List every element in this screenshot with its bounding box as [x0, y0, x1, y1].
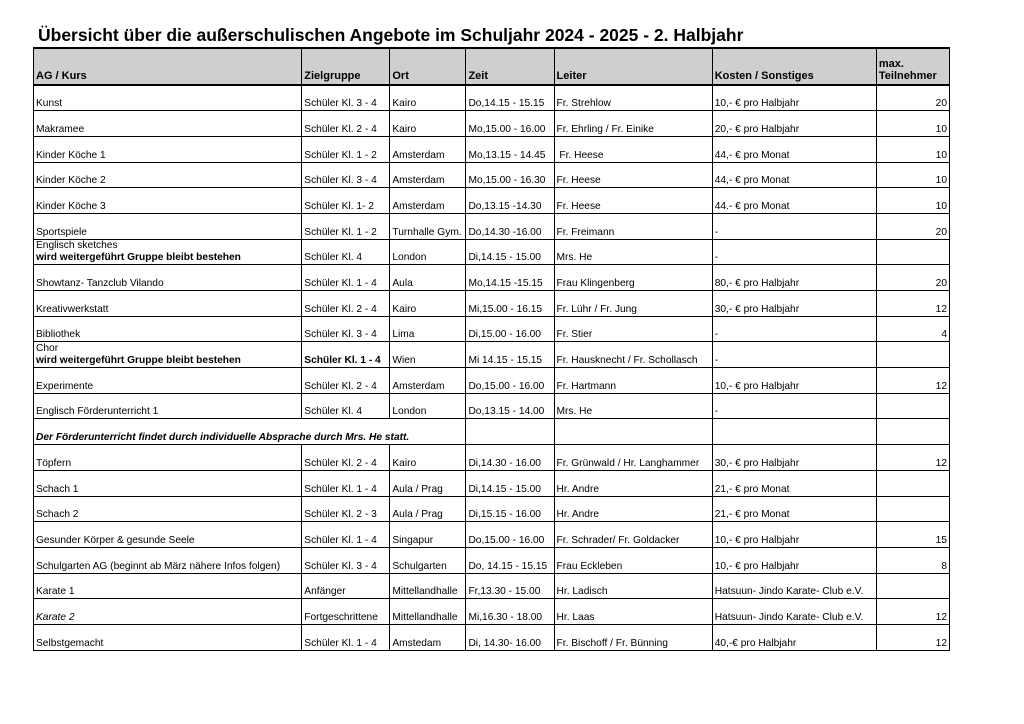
cell-max: 10	[876, 162, 949, 188]
header-group: Zielgruppe	[302, 48, 390, 85]
cell-cost: 10,- € pro Halbjahr	[712, 547, 876, 573]
cell-group: Schüler Kl. 4	[302, 239, 390, 265]
header-max-line2: Teilnehmer	[878, 70, 937, 82]
cell-leader: Fr. Stier	[554, 316, 712, 342]
cell-place: Mittellandhalle	[390, 599, 466, 625]
table-row	[34, 496, 950, 522]
cell-max: 20	[876, 85, 949, 111]
table-row	[34, 291, 950, 317]
header-cost: Kosten / Sonstiges	[712, 48, 876, 85]
cell-group: Schüler Kl. 2 - 4	[302, 445, 390, 471]
cell-max: 20	[876, 265, 949, 291]
remedial-note: Der Förderunterricht findet durch individuelle Absprache durch Mrs. He statt.	[34, 419, 466, 445]
cell-leader: Hr. Andre	[554, 470, 712, 496]
cell-leader: Fr. Hausknecht / Fr. Schollasch	[554, 342, 712, 368]
header-place: Ort	[390, 48, 466, 85]
cell-course: Karate 1	[34, 573, 302, 599]
cell-cost: 10,- € pro Halbjahr	[712, 522, 876, 548]
cell-course: Kinder Köche 1	[34, 136, 302, 162]
cell-group: Schüler Kl. 1- 2	[302, 188, 390, 214]
cell-max: 4	[876, 316, 949, 342]
cell-course: Schulgarten AG (beginnt ab März nähere Infos folgen)	[34, 547, 302, 573]
cell-place: Amsterdam	[390, 188, 466, 214]
cell-leader: Frau Eckleben	[554, 547, 712, 573]
cell-leader: Hr. Andre	[554, 496, 712, 522]
cell-course	[34, 342, 302, 368]
cell-course: Gesunder Körper & gesunde Seele	[34, 522, 302, 548]
cell-cost	[712, 419, 876, 445]
cell-time: Di,14.15 - 15.00	[466, 239, 554, 265]
cell-leader	[554, 419, 712, 445]
cell-course: Kinder Köche 3	[34, 188, 302, 214]
table-row	[34, 393, 950, 419]
cell-place: Kairo	[390, 111, 466, 137]
cell-leader: Frau Klingenberg	[554, 265, 712, 291]
cell-max: 15	[876, 522, 949, 548]
cell-group: Schüler Kl. 3 - 4	[302, 162, 390, 188]
cell-place: Singapur	[390, 522, 466, 548]
table-row	[34, 213, 950, 239]
cell-max	[876, 419, 949, 445]
cell-course: Englisch Förderunterricht 1	[34, 393, 302, 419]
cell-place: Kairo	[390, 445, 466, 471]
cell-max: 10	[876, 136, 949, 162]
cell-max	[876, 342, 949, 368]
cell-time: Mo,15.00 - 16.30	[466, 162, 554, 188]
cell-leader: Fr. Freimann	[554, 213, 712, 239]
cell-cost: -	[712, 213, 876, 239]
cell-time: Mo,13.15 - 14.45	[466, 136, 554, 162]
table-row	[34, 85, 950, 111]
cell-time: Di, 14.30- 16.00	[466, 624, 554, 650]
table-row	[34, 239, 950, 265]
cell-time: Mi,16.30 - 18.00	[466, 599, 554, 625]
cell-time: Do,14.15 - 15.15	[466, 85, 554, 111]
cell-course: Karate 2	[34, 599, 302, 625]
cell-max: 20	[876, 213, 949, 239]
cell-place: Amstedam	[390, 624, 466, 650]
cell-max: 12	[876, 599, 949, 625]
cell-cost: -	[712, 316, 876, 342]
cell-max: 12	[876, 368, 949, 394]
cell-leader: Fr. Strehlow	[554, 85, 712, 111]
cell-leader: Hr. Laas	[554, 599, 712, 625]
schedule-table	[33, 47, 950, 651]
cell-leader: Fr. Heese	[554, 162, 712, 188]
cell-time: Di,14.15 - 15.00	[466, 470, 554, 496]
cell-group: Schüler Kl. 2 - 4	[302, 368, 390, 394]
cell-max	[876, 573, 949, 599]
table-row	[34, 368, 950, 394]
table-row	[34, 111, 950, 137]
cell-max	[876, 239, 949, 265]
cell-cost: -	[712, 342, 876, 368]
cell-cost: 20,- € pro Halbjahr	[712, 111, 876, 137]
cell-time: Di,14.30 - 16.00	[466, 445, 554, 471]
cell-time	[466, 419, 554, 445]
cell-cost: Hatsuun- Jindo Karate- Club e.V.	[712, 599, 876, 625]
cell-group: Anfänger	[302, 573, 390, 599]
cell-place: Kairo	[390, 291, 466, 317]
table-row	[34, 342, 950, 368]
cell-course: Kreativwerkstatt	[34, 291, 302, 317]
cell-time: Do, 14.15 - 15.15	[466, 547, 554, 573]
cell-leader: Fr. Lühr / Fr. Jung	[554, 291, 712, 317]
table-row-note	[34, 419, 950, 445]
cell-place: Turnhalle Gym.	[390, 213, 466, 239]
table-row	[34, 573, 950, 599]
course-note: wird weitergeführt Gruppe bleibt bestehen	[36, 252, 241, 264]
cell-group: Schüler Kl. 1 - 2	[302, 136, 390, 162]
page-title: Übersicht über die außerschulischen Angebote im Schuljahr 2024 - 2025 - 2. Halbjahr	[38, 25, 744, 45]
cell-course: Schach 1	[34, 470, 302, 496]
cell-cost: 44,- € pro Monat	[712, 136, 876, 162]
cell-cost: 10,- € pro Halbjahr	[712, 368, 876, 394]
cell-group: Schüler Kl. 1 - 4	[302, 342, 390, 368]
cell-leader: Mrs. He	[554, 393, 712, 419]
cell-course: Schach 2	[34, 496, 302, 522]
cell-group: Schüler Kl. 4	[302, 393, 390, 419]
cell-time: Di,15.15 - 16.00	[466, 496, 554, 522]
cell-course: Bibliothek	[34, 316, 302, 342]
cell-cost: 21,- € pro Monat	[712, 496, 876, 522]
cell-max: 8	[876, 547, 949, 573]
cell-place: Schulgarten	[390, 547, 466, 573]
cell-group: Schüler Kl. 1 - 4	[302, 522, 390, 548]
cell-place: Amsterdam	[390, 162, 466, 188]
cell-max	[876, 393, 949, 419]
cell-cost: 30,- € pro Halbjahr	[712, 291, 876, 317]
cell-leader: Hr. Ladisch	[554, 573, 712, 599]
course-name: Chor	[36, 343, 59, 355]
cell-course: Showtanz- Tanzclub Vilando	[34, 265, 302, 291]
table-row	[34, 162, 950, 188]
cell-max: 12	[876, 624, 949, 650]
table-row	[34, 599, 950, 625]
cell-time: Mo,14.15 -15.15	[466, 265, 554, 291]
cell-cost: 44.- € pro Monat	[712, 188, 876, 214]
table-body	[34, 85, 950, 650]
cell-cost: Hatsuun- Jindo Karate- Club e.V.	[712, 573, 876, 599]
cell-time: Do,13.15 - 14.00	[466, 393, 554, 419]
cell-group: Schüler Kl. 1 - 4	[302, 265, 390, 291]
cell-time: Do,15.00 - 16.00	[466, 522, 554, 548]
cell-place: Wien	[390, 342, 466, 368]
cell-leader: Fr. Hartmann	[554, 368, 712, 394]
course-name: Englisch sketches	[36, 240, 118, 252]
table-row	[34, 547, 950, 573]
cell-course: Sportspiele	[34, 213, 302, 239]
cell-group: Schüler Kl. 3 - 4	[302, 85, 390, 111]
cell-course: Töpfern	[34, 445, 302, 471]
cell-course: Selbstgemacht	[34, 624, 302, 650]
cell-place: Aula	[390, 265, 466, 291]
cell-cost: 30,- € pro Halbjahr	[712, 445, 876, 471]
cell-place: Amsterdam	[390, 136, 466, 162]
cell-time: Do,15.00 - 16.00	[466, 368, 554, 394]
table-row	[34, 470, 950, 496]
cell-time: Fr,13.30 - 15.00	[466, 573, 554, 599]
cell-cost: 40,-€ pro Halbjahr	[712, 624, 876, 650]
cell-leader: Mrs. He	[554, 239, 712, 265]
cell-course: Kunst	[34, 85, 302, 111]
cell-place: Mittellandhalle	[390, 573, 466, 599]
cell-max	[876, 496, 949, 522]
cell-place: Aula / Prag	[390, 496, 466, 522]
cell-place: London	[390, 393, 466, 419]
cell-leader: Fr. Grünwald / Hr. Langhammer	[554, 445, 712, 471]
cell-place: Aula / Prag	[390, 470, 466, 496]
cell-cost: 21,- € pro Monat	[712, 470, 876, 496]
table-row	[34, 445, 950, 471]
header-time: Zeit	[466, 48, 554, 85]
cell-place: Amsterdam	[390, 368, 466, 394]
cell-leader: Fr. Heese	[554, 136, 712, 162]
header-row	[34, 48, 950, 85]
cell-course: Makramee	[34, 111, 302, 137]
cell-place: Kairo	[390, 85, 466, 111]
cell-time: Di,15.00 - 16.00	[466, 316, 554, 342]
cell-group: Schüler Kl. 2 - 3	[302, 496, 390, 522]
cell-cost: 10,- € pro Halbjahr	[712, 85, 876, 111]
cell-time: Do,14.30 -16.00	[466, 213, 554, 239]
cell-place: London	[390, 239, 466, 265]
course-note: wird weitergeführt Gruppe bleibt bestehen	[36, 355, 241, 367]
cell-group: Schüler Kl. 1 - 2	[302, 213, 390, 239]
table-row	[34, 265, 950, 291]
table-row	[34, 624, 950, 650]
cell-max: 10	[876, 188, 949, 214]
cell-leader: Fr. Heese	[554, 188, 712, 214]
cell-leader: Fr. Bischoff / Fr. Bünning	[554, 624, 712, 650]
cell-cost: 44,- € pro Monat	[712, 162, 876, 188]
table-row	[34, 316, 950, 342]
cell-time: Mi 14.15 - 15.15	[466, 342, 554, 368]
header-max-line1: max.	[878, 58, 904, 70]
cell-course: Kinder Köche 2	[34, 162, 302, 188]
cell-max	[876, 470, 949, 496]
cell-course	[34, 239, 302, 265]
cell-max: 12	[876, 291, 949, 317]
cell-time: Mi,15.00 - 16.15	[466, 291, 554, 317]
cell-place: Lima	[390, 316, 466, 342]
cell-cost: -	[712, 393, 876, 419]
cell-course: Experimente	[34, 368, 302, 394]
cell-leader: Fr. Ehrling / Fr. Einike	[554, 111, 712, 137]
cell-group: Schüler Kl. 1 - 4	[302, 624, 390, 650]
header-max-participants	[876, 48, 949, 85]
header-leader: Leiter	[554, 48, 712, 85]
cell-group: Schüler Kl. 2 - 4	[302, 291, 390, 317]
table-row	[34, 188, 950, 214]
cell-max: 12	[876, 445, 949, 471]
cell-group: Schüler Kl. 3 - 4	[302, 316, 390, 342]
cell-group: Schüler Kl. 1 - 4	[302, 470, 390, 496]
cell-time: Mo,15.00 - 16.00	[466, 111, 554, 137]
table-row	[34, 136, 950, 162]
cell-group: Schüler Kl. 3 - 4	[302, 547, 390, 573]
cell-max: 10	[876, 111, 949, 137]
cell-group: Fortgeschrittene	[302, 599, 390, 625]
cell-leader: Fr. Schrader/ Fr. Goldacker	[554, 522, 712, 548]
cell-cost: -	[712, 239, 876, 265]
table-row	[34, 522, 950, 548]
cell-cost: 80,- € pro Halbjahr	[712, 265, 876, 291]
cell-group: Schüler Kl. 2 - 4	[302, 111, 390, 137]
header-course: AG / Kurs	[34, 48, 302, 85]
cell-time: Do,13.15 -14.30	[466, 188, 554, 214]
